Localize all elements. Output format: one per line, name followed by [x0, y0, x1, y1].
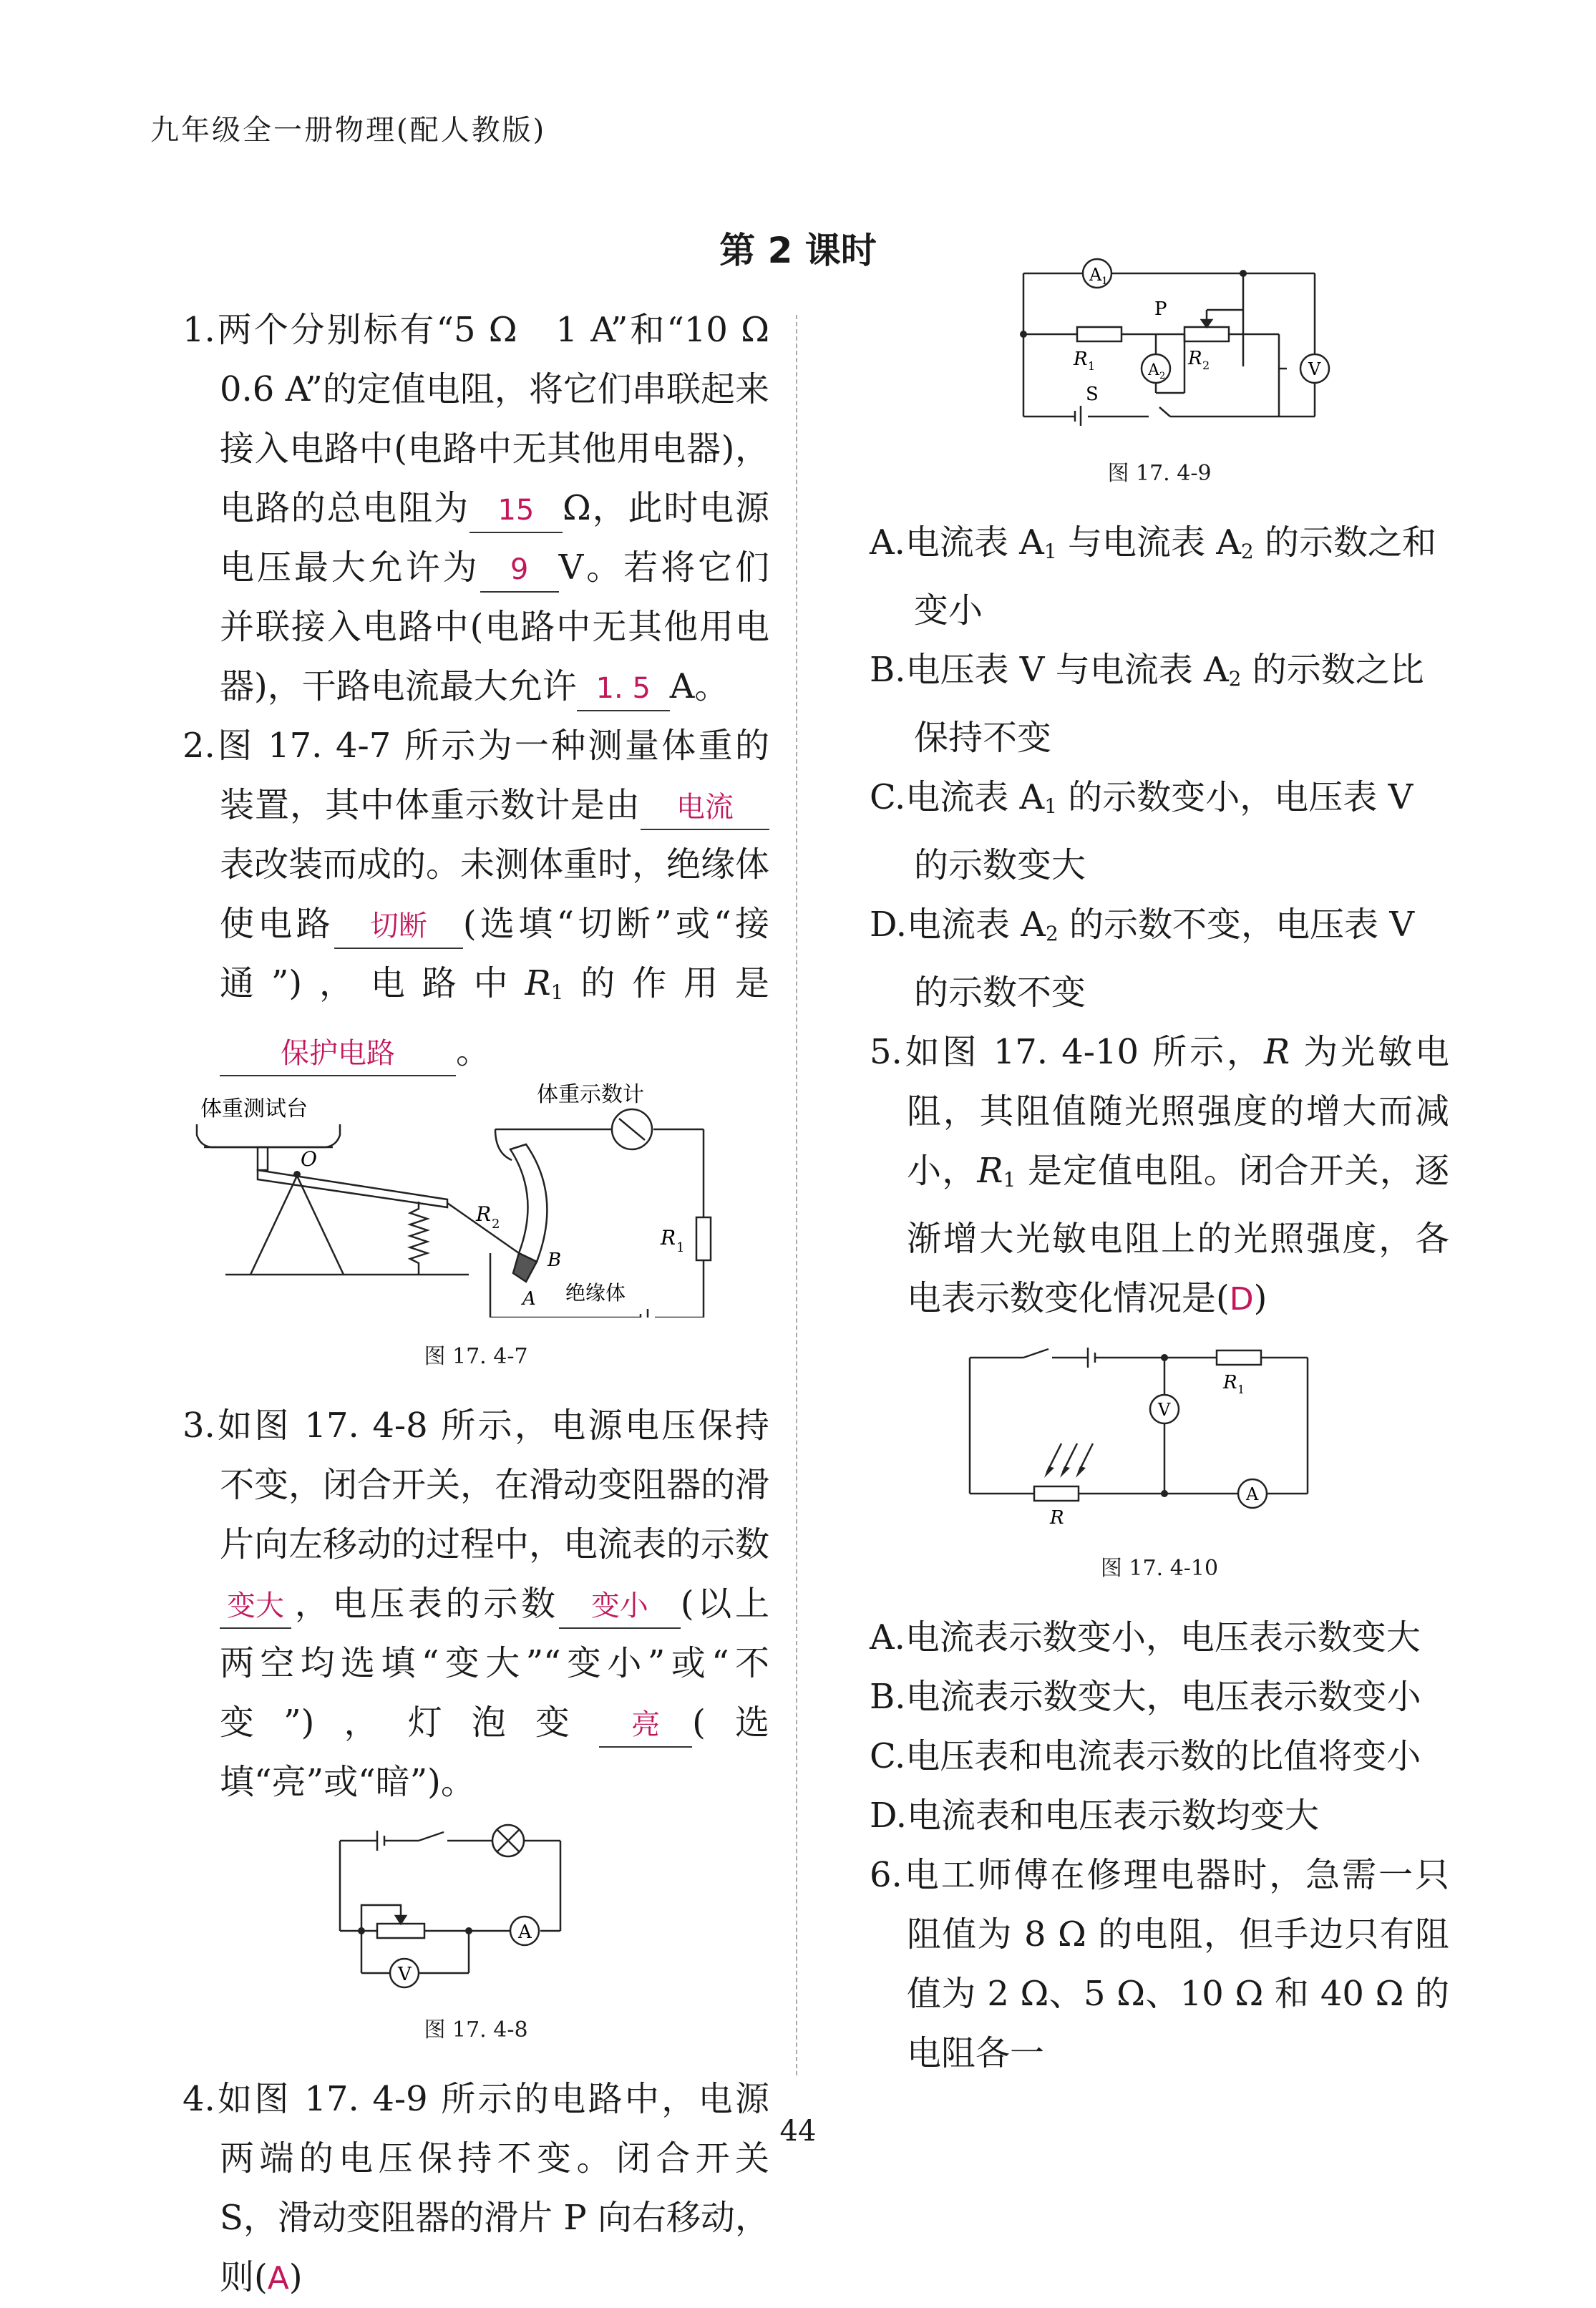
answer-blank: 保护电路 — [220, 1032, 456, 1076]
option-d: D.电流表 $A_2$ 的示数不变，电压表 V 的示数不变 — [870, 905, 1414, 1013]
option-c: C.电压表和电流表示数的比值将变小 — [870, 1736, 1421, 1776]
svg-text:R: R — [476, 1202, 492, 1226]
answer-blank: 15 — [469, 489, 563, 533]
page-number: 44 — [779, 2115, 817, 2148]
figure-caption: 图 17. 4-10 — [1100, 1556, 1219, 1581]
right-column — [870, 265, 1449, 2083]
svg-text:P: P — [1154, 298, 1167, 320]
svg-text:A: A — [1246, 1484, 1259, 1504]
svg-text:1: 1 — [1237, 1383, 1245, 1396]
option-a: A.电流表 $A_1$ 与电流表 $A_2$ 的示数之和变小 — [870, 522, 1436, 630]
question-number: 4. — [183, 2079, 215, 2119]
platform-label: 体重测试台 — [200, 1096, 308, 1121]
svg-text:A: A — [1148, 361, 1159, 379]
question-5-options — [870, 1608, 1449, 1846]
option-b: B.电流表示数变大，电压表示数变小 — [870, 1677, 1421, 1717]
question-number: 3. — [183, 1406, 215, 1446]
svg-text:1: 1 — [676, 1240, 685, 1255]
answer-blank: 变大 — [220, 1584, 291, 1629]
svg-text:S: S — [1086, 384, 1099, 405]
insulator-label: 绝缘体 — [565, 1281, 626, 1305]
answer-blank: 9 — [480, 548, 559, 593]
option-c: C.电流表 $A_1$ 的示数变小，电压表 V 的示数变大 — [870, 777, 1413, 885]
answer-blank: 1. 5 — [577, 667, 670, 711]
question-1: 1.两个分别标有“5 Ω 1 A”和“10 Ω 0.6 A”的定值电阻，将它们串联起来接入电路中(电路中无其他用电器)，电路的总电阻为 15 Ω，此时电源电压最大允许为 9 V。若将它们并联接入电路中(电路中无其他用电器)，干路电流最大允许 1. 5 A。 — [183, 301, 769, 716]
circuit-diagram-17-4-8 — [183, 1812, 769, 1991]
figure-17-4-7 — [183, 1081, 769, 1318]
svg-text:A: A — [522, 1288, 536, 1310]
svg-text:R: R — [661, 1226, 676, 1250]
answer-blank: 切断 — [334, 905, 463, 949]
question-4-options — [870, 513, 1449, 1023]
svg-text:V: V — [398, 1964, 412, 1985]
figure-caption: 图 17. 4-8 — [424, 2017, 528, 2042]
column-divider — [796, 315, 797, 2075]
svg-text:O: O — [301, 1147, 317, 1171]
svg-text:1: 1 — [1088, 359, 1096, 373]
option-d: D.电流表和电压表示数均变大 — [870, 1796, 1320, 1836]
question-6: 6.电工师傅在修理电器时，急需一只阻值为 8 Ω 的电阻，但手边只有阻值为 2 Ω、5 Ω、10 Ω 和 40 Ω 的电阻各一 — [870, 1855, 1449, 2073]
question-number: 5. — [870, 1032, 902, 1072]
running-header: 九年级全一册物理(配人教版) — [150, 114, 547, 147]
svg-text:V: V — [1308, 359, 1321, 379]
svg-text:2: 2 — [1159, 371, 1166, 381]
answer-blank: 电流 — [641, 786, 769, 830]
circuit-diagram-17-4-10 — [870, 1329, 1449, 1529]
svg-text:1: 1 — [1101, 276, 1108, 287]
question-number: 6. — [870, 1855, 902, 1895]
question-number: 2. — [183, 726, 215, 766]
svg-text:B: B — [548, 1250, 562, 1271]
svg-text:A: A — [1089, 265, 1102, 285]
question-3: 3.如图 17. 4-8 所示，电源电压保持不变，闭合开关，在滑动变阻器的滑片向左移动的过程中，电流表的示数变大 ，电压表的示数 变小 (以上两空均选填“变大”“变小”或“不变”)，灯泡变 亮 (选填“亮”或“暗”)。 — [183, 1406, 770, 1802]
lesson-title: 第 2 课时 — [719, 230, 877, 271]
svg-text:R: R — [1050, 1507, 1064, 1529]
figure-caption: 图 17. 4-9 — [1107, 461, 1212, 486]
answer-choice: A — [267, 2260, 289, 2297]
answer-choice: D — [1229, 1281, 1254, 1318]
answer-blank: 亮 — [599, 1703, 692, 1748]
meter-label: 体重示数计 — [537, 1082, 644, 1107]
option-b: B.电压表 V 与电流表 $A_2$ 的示数之比保持不变 — [870, 650, 1424, 758]
figure-17-4-10 — [870, 1329, 1449, 1529]
svg-text:R: R — [1223, 1372, 1237, 1393]
svg-text:A: A — [518, 1922, 532, 1943]
weight-scale-diagram — [183, 1081, 769, 1318]
question-5: 5.如图 17. 4-10 所示，R 为光敏电阻，其阻值随光照强度的增大而减小，$R_1$ 是定值电阻。闭合开关，逐渐增大光敏电阻上的光照强度，各电表示数变化情况是(D) — [870, 1032, 1449, 1318]
circuit-diagram-17-4-9 — [870, 241, 1449, 434]
figure-17-4-9 — [870, 241, 1449, 434]
svg-text:2: 2 — [1202, 359, 1210, 372]
question-4-start: 4.如图 17. 4-9 所示的电路中，电源两端的电压保持不变。闭合开关 S，滑动变阻器的滑片 P 向右移动，则(A) — [183, 2079, 769, 2297]
figure-17-4-8 — [183, 1812, 769, 1991]
question-number: 1. — [183, 310, 215, 350]
option-a: A.电流表示数变小，电压表示数变大 — [870, 1617, 1421, 1657]
answer-blank: 变小 — [559, 1584, 681, 1629]
svg-text:R: R — [1074, 349, 1088, 370]
svg-text:V: V — [1158, 1400, 1171, 1420]
svg-text:R: R — [1188, 348, 1202, 369]
figure-caption: 图 17. 4-7 — [424, 1344, 528, 1369]
svg-text:2: 2 — [492, 1217, 500, 1232]
question-2: 2.图 17. 4-7 所示为一种测量体重的装置，其中体重示数计是由 电流表改装而成的。未测体重时，绝缘体使电路 切断 (选填“切断”或“接通”)，电路中$R_1$的作用是保护电路 。 — [183, 716, 769, 1081]
